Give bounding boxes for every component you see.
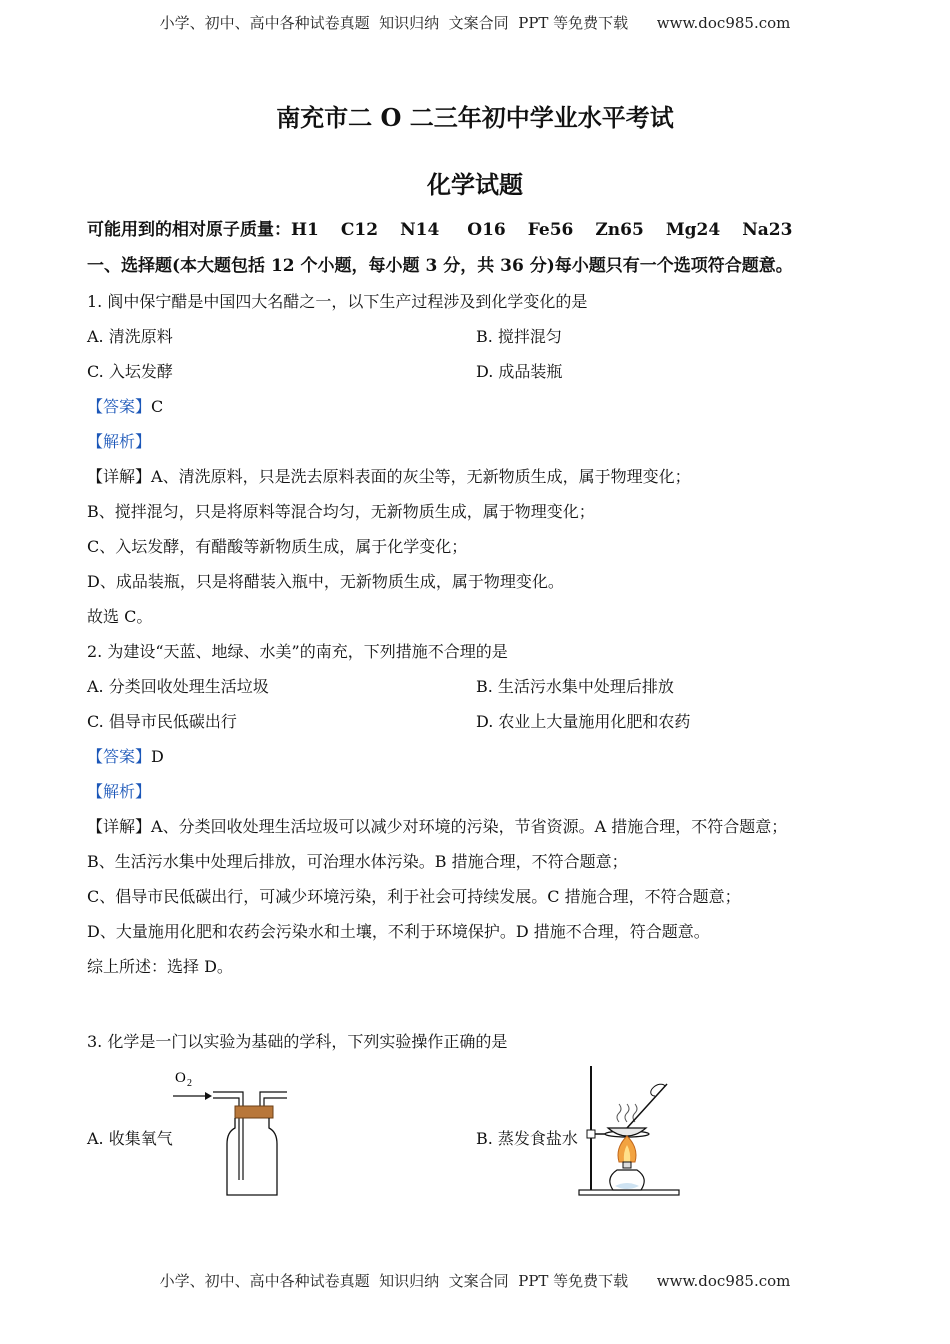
q1-option-a: A. 清洗原料 [87, 327, 173, 346]
q2-option-a: A. 分类回收处理生活垃圾 [87, 677, 269, 696]
q1-detail-a-text: A、清洗原料，只是洗去原料表面的灰尘等，无新物质生成，属于物理变化； [151, 467, 691, 486]
atomic-mass-item: C12 [340, 220, 379, 240]
q1-detail-d: D、成品装瓶，只是将醋装入瓶中，无新物质生成，属于物理变化。 [87, 572, 564, 591]
answer-tag: 【答案】 [87, 397, 152, 416]
analysis-tag: 【解析】 [87, 782, 152, 801]
gas-arrow-head [205, 1092, 212, 1100]
q2-analysis [87, 782, 151, 802]
lamp-wick-holder [623, 1162, 631, 1168]
q2-option-b: B. 生活污水集中处理后排放 [476, 677, 674, 696]
atomic-mass-item: Na23 [742, 220, 793, 240]
q1-answer-value: C [151, 397, 164, 416]
exam-subtitle: 化学试题 [427, 170, 523, 199]
answer-tag: 【答案】 [87, 747, 152, 766]
q2-detail-d: D、大量施用化肥和农药会污染水和土壤，不利于环境保护。D 措施不合理，符合题意。 [87, 922, 710, 941]
q1-answer [87, 397, 163, 417]
detail-tag: 【详解】 [87, 467, 152, 486]
exam-title: 南充市二 O 二三年初中学业水平考试 [276, 103, 674, 132]
rubber-stopper [235, 1106, 273, 1118]
steam-line [617, 1104, 621, 1122]
q2-answer [87, 747, 164, 767]
q1-detail-b: B、搅拌混匀，只是将原料等混合均匀，无新物质生成，属于物理变化； [87, 502, 595, 521]
steam-line [625, 1104, 629, 1122]
gas-label-subscript: 2 [187, 1078, 192, 1089]
section-heading: 一、选择题(本大题包括 12 个小题，每小题 3 分，共 36 分)每小题只有一个选项符合题意。 [87, 256, 793, 276]
detail-tag: 【详解】 [87, 817, 152, 836]
evaporating-dish [608, 1128, 646, 1136]
atomic-mass-item: Zn65 [595, 220, 644, 240]
q3-option-b: B. 蒸发食盐水 [476, 1129, 578, 1148]
clamp-screw [587, 1130, 595, 1138]
q3-stem: 3. 化学是一门以实验为基础的学科，下列实验操作正确的是 [87, 1032, 508, 1051]
q1-option-d: D. 成品装瓶 [476, 362, 563, 381]
atomic-mass-item: Mg24 [665, 220, 721, 240]
q1-option-c: C. 入坛发酵 [87, 362, 173, 381]
atomic-mass-line [87, 220, 814, 240]
atomic-mass-item: Fe56 [527, 220, 574, 240]
q2-option-d: D. 农业上大量施用化肥和农药 [476, 712, 691, 731]
q1-option-b: B. 搅拌混匀 [476, 327, 562, 346]
atomic-mass-item: H1 [291, 220, 319, 240]
q2-detail-a [87, 817, 787, 837]
gas-label: O [175, 1070, 186, 1086]
q2-conclusion: 综上所述：选择 D。 [87, 957, 233, 976]
q2-option-c: C. 倡导市民低碳出行 [87, 712, 237, 731]
page-footer: 小学、初中、高中各种试卷真题 知识归纳 文案合同 PPT 等免费下载 www.doc985.com [159, 1272, 791, 1290]
atomic-mass-item: O16 [467, 220, 506, 240]
q1-analysis [87, 432, 151, 452]
q2-detail-b: B、生活污水集中处理后排放，可治理水体污染。B 措施合理，不符合题意； [87, 852, 628, 871]
q2-detail-c: C、倡导市民低碳出行，可减少环境污染，利于社会可持续发展。C 措施合理，不符合题意； [87, 887, 741, 906]
atomic-mass-label: 可能用到的相对原子质量： [87, 220, 291, 240]
gas-collection-bottle-figure [165, 1062, 300, 1202]
q1-detail-c: C、入坛发酵，有醋酸等新物质生成，属于化学变化； [87, 537, 468, 556]
q1-detail-a [87, 467, 691, 487]
page-header: 小学、初中、高中各种试卷真题 知识归纳 文案合同 PPT 等免费下载 www.doc985.com [159, 14, 791, 32]
q3-option-a: A. 收集氧气 [87, 1129, 173, 1148]
q2-detail-a-text: A、分类回收处理生活垃圾可以减少对环境的污染，节省资源。A 措施合理，不符合题意； [151, 817, 788, 836]
q2-answer-value: D [151, 747, 164, 766]
q2-stem: 2. 为建设“天蓝、地绿、水美”的南充，下列措施不合理的是 [87, 642, 508, 661]
q1-conclusion: 故选 C。 [87, 607, 153, 626]
atomic-mass-item: N14 [400, 220, 440, 240]
iron-stand-base [579, 1190, 679, 1195]
evaporation-apparatus-figure [575, 1062, 685, 1202]
glass-bottle [227, 1118, 277, 1195]
glass-rod [627, 1084, 667, 1128]
q1-stem: 1. 阆中保宁醋是中国四大名醋之一，以下生产过程涉及到化学变化的是 [87, 292, 588, 311]
analysis-tag: 【解析】 [87, 432, 152, 451]
